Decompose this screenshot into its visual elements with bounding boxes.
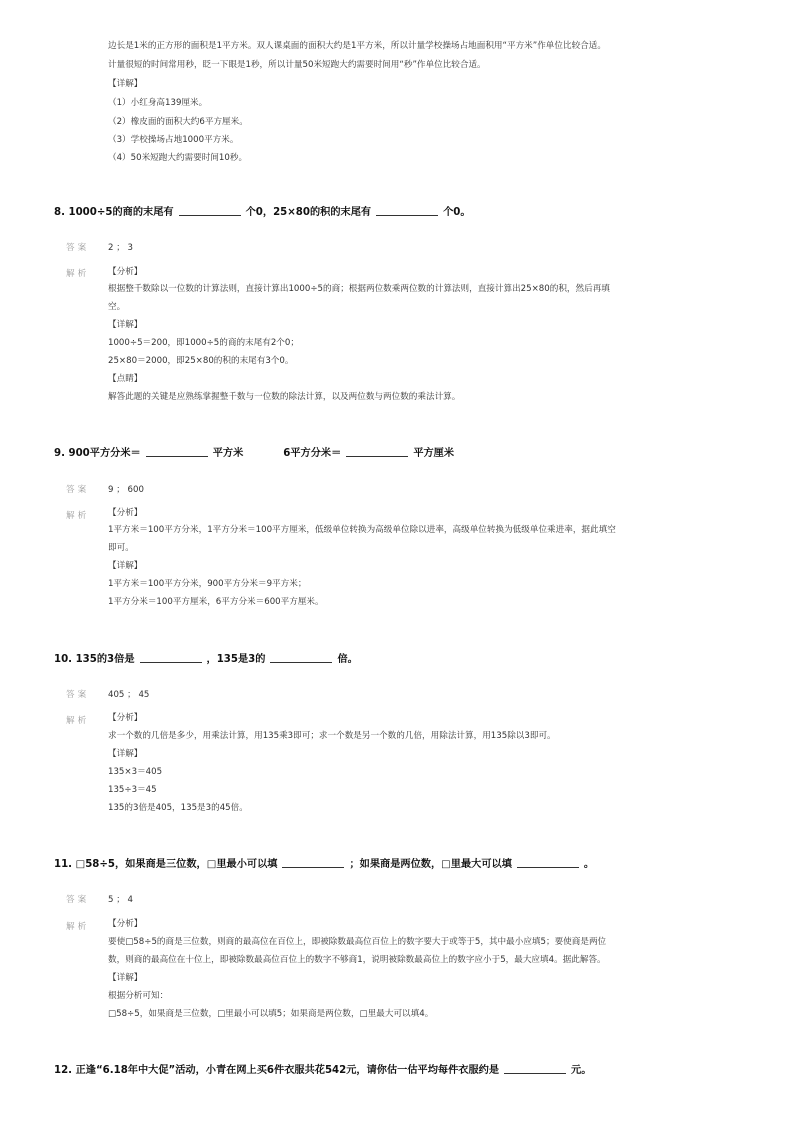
- top-detail-tag: 【详解】: [108, 79, 143, 89]
- answer-label: 答案: [66, 243, 90, 253]
- detail-tag: 【详解】: [108, 561, 143, 571]
- answer-blank: [504, 1063, 566, 1074]
- q8-part-3: 个0。: [443, 207, 471, 218]
- explain-label: 解析: [66, 269, 90, 279]
- detail-line-3: 135的3倍是405，135是3的45倍。: [108, 803, 248, 813]
- q9-part-1: 9. 900平方分米＝: [54, 448, 141, 459]
- detail-line-1: 根据分析可知：: [108, 991, 169, 1001]
- analysis-tag: 【分析】: [108, 713, 143, 723]
- answer-blank: [346, 446, 408, 457]
- detail-line-2: □58÷5，如果商是三位数，□里最小可以填5；如果商是两位数，□里最大可以填4。: [108, 1009, 434, 1019]
- answer-label: 答案: [66, 690, 90, 700]
- q11-part-1: 11. □58÷5，如果商是三位数，□里最小可以填: [54, 859, 278, 870]
- analysis-line-2: 即可。: [108, 543, 134, 553]
- top-detail-4: （4）50米短跑大约需要时间10秒。: [108, 153, 248, 163]
- top-detail-3: （3）学校操场占地1000平方米。: [108, 135, 239, 145]
- answer-blank: [282, 857, 344, 868]
- analysis-line-1: 要使□58÷5的商是三位数，则商的最高位在百位上，即被除数最高位百位上的数字要大于或等于5，其中最小应填5；要使商是两位: [108, 937, 607, 947]
- answer-label: 答案: [66, 485, 90, 495]
- q10-part-3: 倍。: [337, 654, 358, 665]
- analysis-tag: 【分析】: [108, 267, 143, 277]
- answer-blank: [517, 857, 579, 868]
- question-8-text: [54, 205, 471, 220]
- explain-label: 解析: [66, 922, 90, 932]
- detail-line-2: 135÷3＝45: [108, 785, 157, 795]
- detail-tag: 【详解】: [108, 320, 143, 330]
- top-line-2: 计量很短的时间常用秒，眨一下眼是1秒，所以计量50米短跑大约需要时间用“秒”作单位比较合适。: [108, 60, 486, 70]
- point-text: 解答此题的关键是应熟练掌握整千数与一位数的除法计算，以及两位数与两位数的乘法计算。: [108, 392, 461, 402]
- q12-part-2: 元。: [571, 1065, 592, 1076]
- analysis-tag: 【分析】: [108, 508, 143, 518]
- detail-line-1: 135×3＝405: [108, 767, 163, 777]
- q11-part-2: ；如果商是两位数，□里最大可以填: [349, 859, 512, 870]
- detail-line-1: 1平方米＝100平方分米，900平方分米＝9平方米；: [108, 579, 307, 589]
- analysis-line-2: 空。: [108, 302, 126, 312]
- analysis-line-1: 根据整千数除以一位数的计算法则，直接计算出1000÷5的商；根据两位数乘两位数的计算法则，直接计算出25×80的积，然后再填: [108, 284, 610, 294]
- q12-part-1: 12. 正逢“6.18年中大促”活动，小青在网上买6件衣服共花542元，请你估一估平均每件衣服约是: [54, 1065, 500, 1076]
- explain-label: 解析: [66, 716, 90, 726]
- detail-line-1: 1000÷5＝200，即1000÷5的商的末尾有2个0；: [108, 338, 299, 348]
- analysis-line-2: 数，则商的最高位在十位上，即被除数最高位百位上的数字不够商1，说明被除数最高位上的数字应小于5，最大应填4。据此解答。: [108, 955, 606, 965]
- answer-blank: [140, 652, 202, 663]
- q10-part-2: ，135是3的: [206, 654, 266, 665]
- q11-part-3: 。: [583, 859, 595, 870]
- analysis-tag: 【分析】: [108, 919, 143, 929]
- top-detail-1: （1）小红身高139厘米。: [108, 98, 208, 108]
- q8-part-2: 个0，25×80的积的末尾有: [245, 207, 372, 218]
- q8-part-1: 8. 1000÷5的商的末尾有: [54, 207, 174, 218]
- detail-line-2: 1平方分米＝100平方厘米，6平方分米＝600平方厘米。: [108, 597, 324, 607]
- answer-value: 405 ； 45: [108, 690, 150, 700]
- q9-part-3: 6平方分米＝: [283, 448, 342, 459]
- q9-part-2: 平方米: [212, 448, 244, 459]
- explain-label: 解析: [66, 511, 90, 521]
- analysis-line-1: 求一个数的几倍是多少，用乘法计算，用135乘3即可；求一个数是另一个数的几倍，用除法计算，用135除以3即可。: [108, 731, 556, 741]
- point-tag: 【点睛】: [108, 374, 143, 384]
- answer-blank: [146, 446, 208, 457]
- answer-value: 2 ； 3: [108, 243, 133, 253]
- detail-tag: 【详解】: [108, 749, 143, 759]
- top-detail-2: （2）橡皮面的面积大约6平方厘米。: [108, 117, 248, 127]
- question-11-text: [54, 857, 594, 872]
- answer-value: 9 ； 600: [108, 485, 144, 495]
- top-line-1: 边长是1米的正方形的面积是1平方米。双人课桌面的面积大约是1平方米，所以计量学校操场占地面积用“平方米”作单位比较合适。: [108, 41, 606, 51]
- analysis-line-1: 1平方米＝100平方分米，1平方分米＝100平方厘米，低级单位转换为高级单位除以进率，高级单位转换为低级单位乘进率，据此填空: [108, 525, 616, 535]
- detail-line-2: 25×80＝2000，即25×80的积的末尾有3个0。: [108, 356, 294, 366]
- answer-blank: [179, 205, 241, 216]
- answer-label: 答案: [66, 895, 90, 905]
- question-12-text: [54, 1063, 591, 1078]
- question-9-text: [54, 446, 454, 461]
- answer-blank: [270, 652, 332, 663]
- answer-value: 5 ； 4: [108, 895, 133, 905]
- q9-part-4: 平方厘米: [413, 448, 455, 459]
- q10-part-1: 10. 135的3倍是: [54, 654, 135, 665]
- question-10-text: [54, 652, 358, 667]
- detail-tag: 【详解】: [108, 973, 143, 983]
- answer-blank: [376, 205, 438, 216]
